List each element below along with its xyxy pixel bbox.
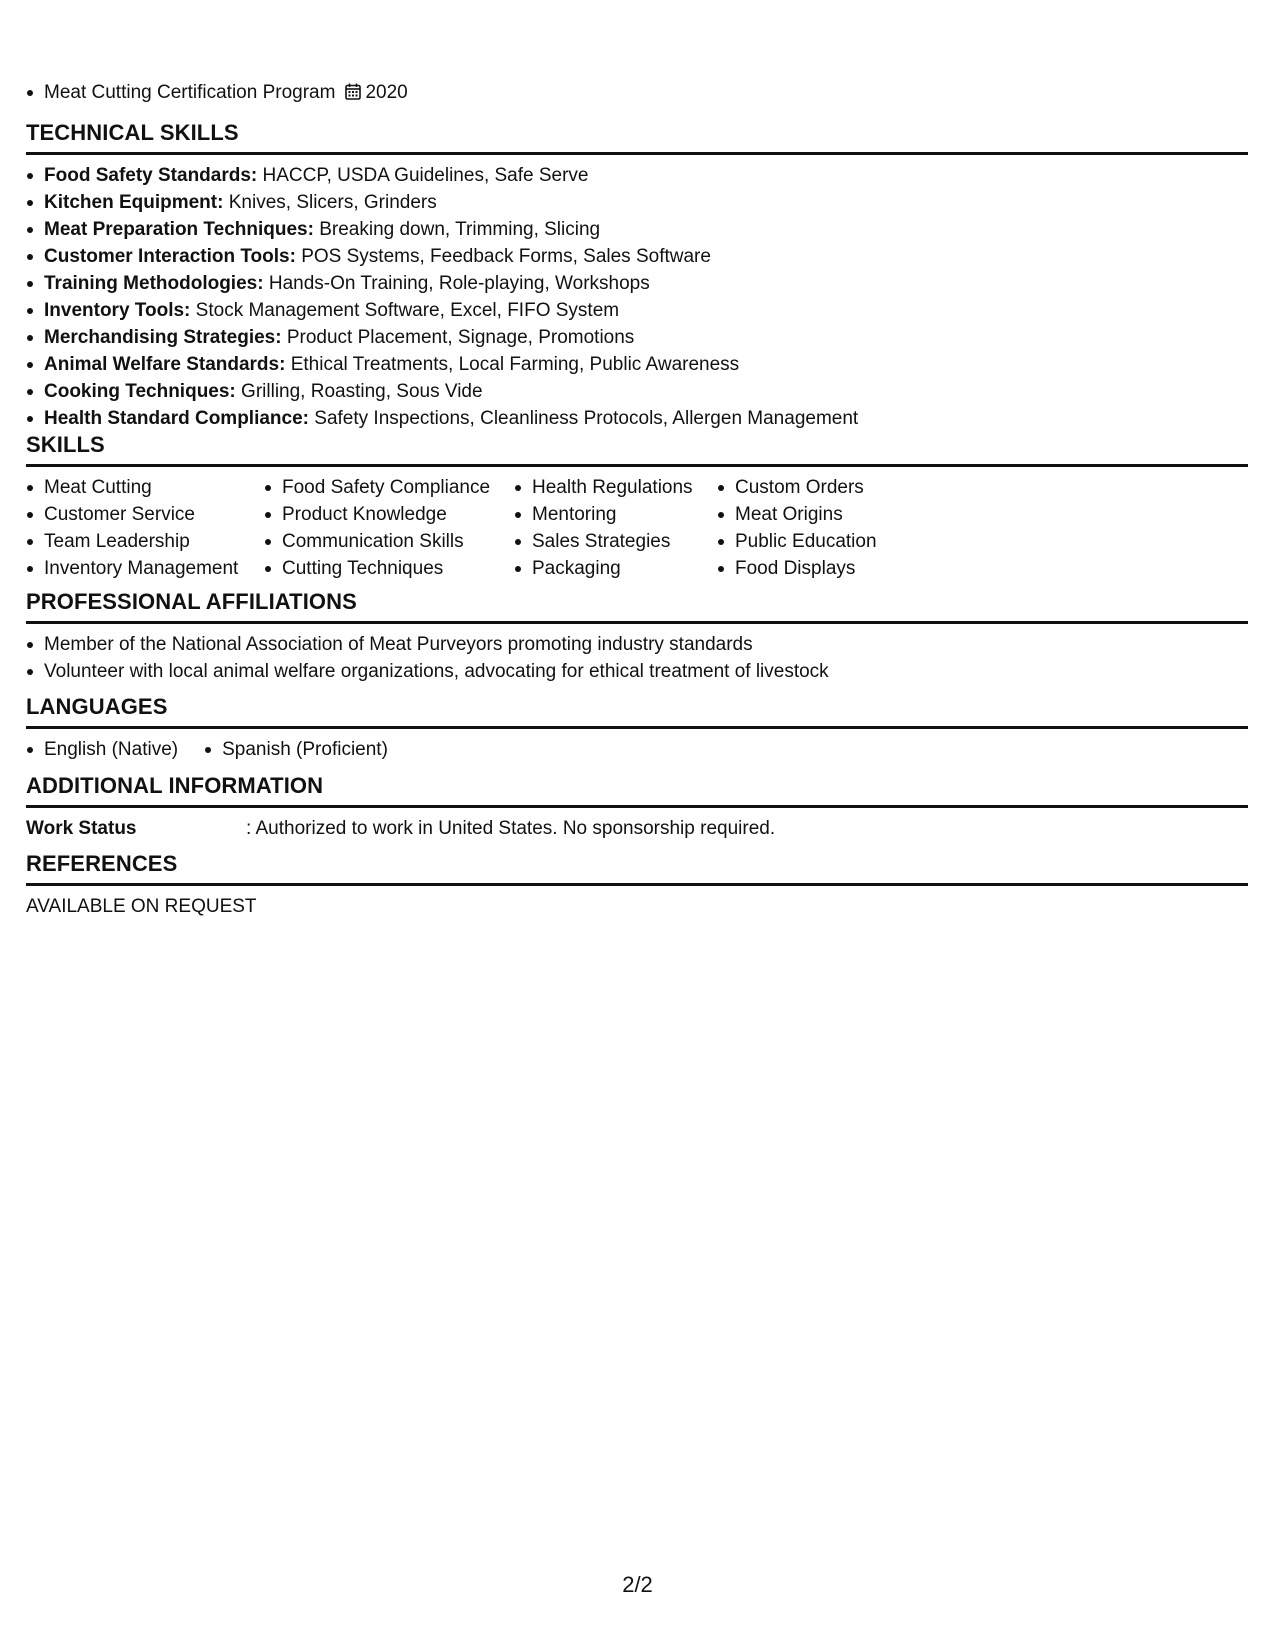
skills-column xyxy=(26,474,264,582)
technical-skill-item xyxy=(26,378,1248,405)
skill-item: Inventory Management xyxy=(26,555,264,582)
technical-skill-value: Grilling, Roasting, Sous Vide xyxy=(235,381,483,402)
education-year: 2020 xyxy=(365,82,408,103)
skill-item: Communication Skills xyxy=(264,528,514,555)
technical-skill-name: Training Methodologies: xyxy=(44,273,264,294)
technical-skill-value: POS Systems, Feedback Forms, Sales Software xyxy=(295,246,711,267)
technical-skill-item xyxy=(26,162,1248,189)
education-date xyxy=(345,79,407,106)
technical-skills-section xyxy=(26,119,1248,432)
technical-skill-item xyxy=(26,243,1248,270)
work-status-row xyxy=(26,815,1248,842)
skill-item: Mentoring xyxy=(514,501,717,528)
technical-skill-name: Kitchen Equipment: xyxy=(44,192,224,213)
skill-item: Meat Origins xyxy=(717,501,917,528)
technical-skill-name: Meat Preparation Techniques: xyxy=(44,219,314,240)
skill-item: Customer Service xyxy=(26,501,264,528)
language-item: English (Native) xyxy=(26,736,178,763)
skills-column xyxy=(717,474,917,582)
work-status-value: : Authorized to work in United States. No sponsorship required. xyxy=(246,818,776,839)
technical-skill-name: Cooking Techniques: xyxy=(44,381,236,402)
calendar-icon xyxy=(345,83,361,100)
skill-item: Public Education xyxy=(717,528,917,555)
affiliations-section xyxy=(26,588,1248,685)
skills-column xyxy=(264,474,514,582)
technical-skill-name: Food Safety Standards: xyxy=(44,165,258,186)
skills-title: SKILLS xyxy=(26,431,1248,467)
technical-skill-name: Inventory Tools: xyxy=(44,300,191,321)
languages-list xyxy=(26,729,1248,763)
technical-skill-value: Safety Inspections, Cleanliness Protocols, Allergen Management xyxy=(309,408,859,429)
technical-skills-title: TECHNICAL SKILLS xyxy=(26,119,1248,155)
additional-info-section xyxy=(26,772,1248,842)
technical-skill-item xyxy=(26,324,1248,351)
technical-skill-item xyxy=(26,216,1248,243)
skill-item: Food Safety Compliance xyxy=(264,474,514,501)
skill-item: Product Knowledge xyxy=(264,501,514,528)
technical-skills-list xyxy=(26,155,1248,432)
references-title: REFERENCES xyxy=(26,850,1248,886)
page-number: 2/2 xyxy=(622,1572,653,1597)
skills-section xyxy=(26,431,1248,582)
technical-skill-value: Ethical Treatments, Local Farming, Public Awareness xyxy=(285,354,740,375)
languages-section xyxy=(26,693,1248,763)
skill-item: Sales Strategies xyxy=(514,528,717,555)
skill-item: Custom Orders xyxy=(717,474,917,501)
skill-item: Packaging xyxy=(514,555,717,582)
skills-grid xyxy=(26,467,1248,582)
language-item: Spanish (Proficient) xyxy=(204,736,388,763)
skill-item: Health Regulations xyxy=(514,474,717,501)
technical-skill-name: Animal Welfare Standards: xyxy=(44,354,286,375)
affiliations-title: PROFESSIONAL AFFILIATIONS xyxy=(26,588,1248,624)
technical-skill-item xyxy=(26,351,1248,378)
technical-skill-value: Breaking down, Trimming, Slicing xyxy=(313,219,601,240)
technical-skill-name: Customer Interaction Tools: xyxy=(44,246,296,267)
references-section xyxy=(26,850,1248,920)
technical-skill-item xyxy=(26,189,1248,216)
education-item xyxy=(26,79,408,106)
work-status-label: Work Status xyxy=(26,818,137,839)
skill-item: Meat Cutting xyxy=(26,474,264,501)
technical-skill-item xyxy=(26,405,1248,432)
affiliation-item: Volunteer with local animal welfare organizations, advocating for ethical treatment of livestock xyxy=(26,658,1248,685)
additional-info-body xyxy=(26,808,1248,842)
languages-title: LANGUAGES xyxy=(26,693,1248,729)
skill-item: Team Leadership xyxy=(26,528,264,555)
technical-skill-value: Stock Management Software, Excel, FIFO System xyxy=(190,300,620,321)
technical-skill-value: HACCP, USDA Guidelines, Safe Serve xyxy=(257,165,589,186)
technical-skill-name: Health Standard Compliance: xyxy=(44,408,309,429)
technical-skill-item xyxy=(26,270,1248,297)
skills-column xyxy=(514,474,717,582)
technical-skill-value: Knives, Slicers, Grinders xyxy=(223,192,437,213)
affiliations-list xyxy=(26,624,1248,685)
skill-item: Food Displays xyxy=(717,555,917,582)
technical-skill-name: Merchandising Strategies: xyxy=(44,327,282,348)
technical-skill-item xyxy=(26,297,1248,324)
technical-skill-value: Hands-On Training, Role-playing, Workshops xyxy=(263,273,650,294)
affiliation-item: Member of the National Association of Meat Purveyors promoting industry standards xyxy=(26,631,1248,658)
skill-item: Cutting Techniques xyxy=(264,555,514,582)
education-item-name: Meat Cutting Certification Program xyxy=(44,82,336,103)
technical-skill-value: Product Placement, Signage, Promotions xyxy=(281,327,635,348)
references-text: AVAILABLE ON REQUEST xyxy=(26,896,257,917)
references-body xyxy=(26,886,1248,920)
additional-info-title: ADDITIONAL INFORMATION xyxy=(26,772,1248,808)
